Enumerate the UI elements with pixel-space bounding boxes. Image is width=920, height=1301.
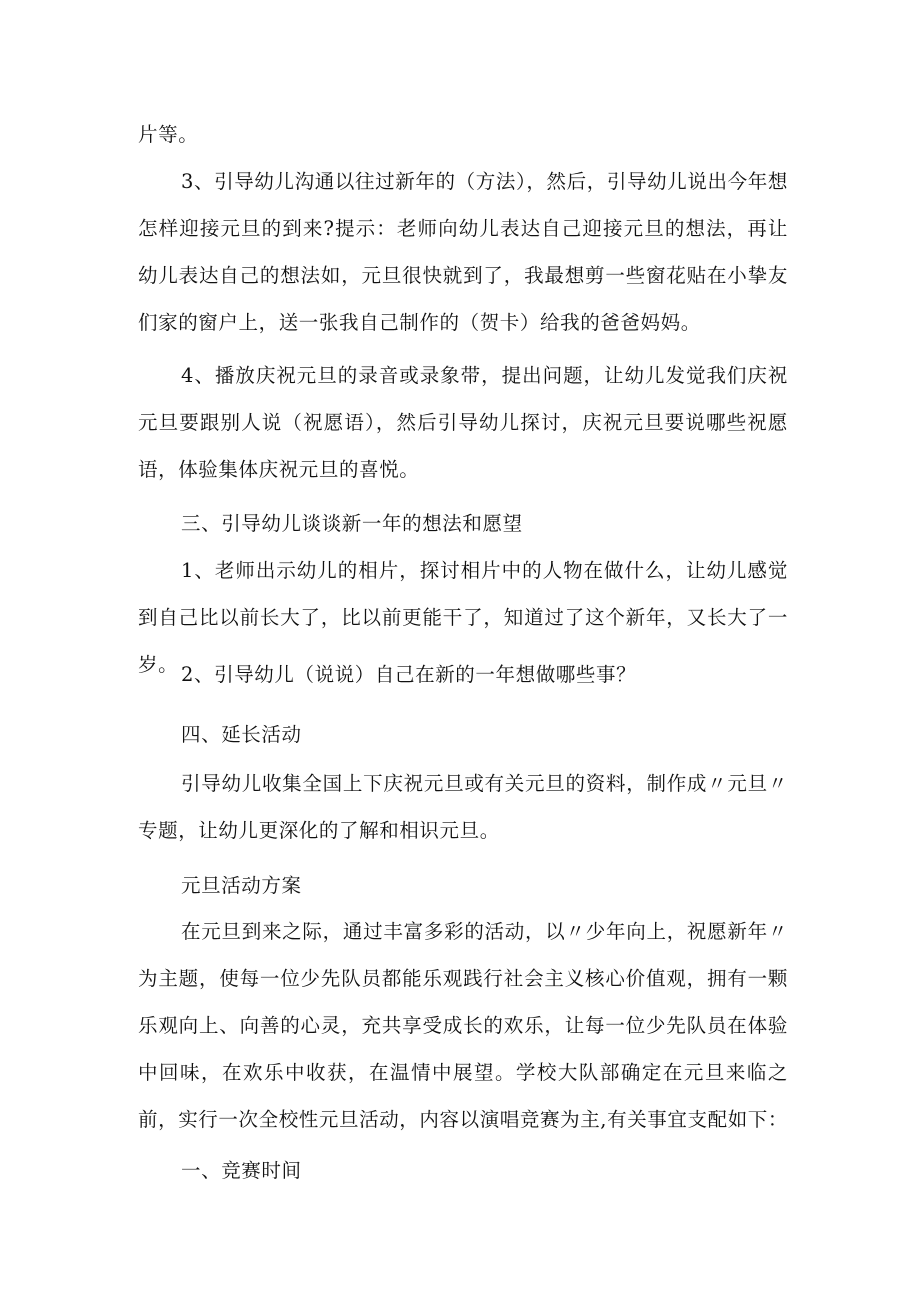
section-heading-4: 四、延长活动 [181, 723, 302, 746]
section-heading-3: 三、引导幼儿谈谈新一年的想法和愿望 [181, 512, 523, 535]
paragraph-plan-intro: 在元旦到来之际，通过丰富多彩的活动，以〃少年向上，祝愿新年〃为主题，使每一位少先队员都能乐观践行社会主义核心价值观，拥有一颗乐观向上、向善的心灵，充共享受成长的欢乐，让每一位少先队员在体验中回味，在欢乐中收获，在温情中展望。学校大队部确定在元旦来临之前，实行一次全校性元旦活动，内容以演唱竞赛为主,有关事宜支配如下： [138, 920, 788, 1131]
paragraph-step-3: 3、引导幼儿沟通以往过新年的（方法），然后，引导幼儿说出今年想怎样迎接元旦的到来?提示：老师向幼儿表达自己迎接元旦的想法，再让幼儿表达自己的想法如，元旦很快就到了，我最想剪一些窗花贴在小挚友们家的窗户上，送一张我自己制作的（贺卡）给我的爸爸妈妈。 [138, 170, 788, 334]
plan-title: 元旦活动方案 [181, 874, 302, 897]
paragraph-continuation: 片等。 [138, 123, 199, 146]
paragraph-step-4: 4、播放庆祝元旦的录音或录象带，提出问题，让幼儿发觉我们庆祝元旦要跟别人说（祝愿语），然后引导幼儿探讨，庆祝元旦要说哪些祝愿语，体验集体庆祝元旦的喜悦。 [138, 364, 788, 481]
paragraph-section-3-item-1: 1、老师出示幼儿的相片，探讨相片中的人物在做什么，让幼儿感觉到自己比以前长大了，比以前更能干了，知道过了这个新年，又长大了一岁。 [138, 559, 788, 676]
section-heading-competition-time: 一、竞赛时间 [181, 1159, 302, 1182]
paragraph-section-3-item-2: 2、引导幼儿（说说）自己在新的一年想做哪些事？ [181, 663, 637, 686]
paragraph-extension-activity: 引导幼儿收集全国上下庆祝元旦或有关元旦的资料，制作成〃元旦〃专题，让幼儿更深化的了解和相识元旦。 [138, 772, 788, 842]
